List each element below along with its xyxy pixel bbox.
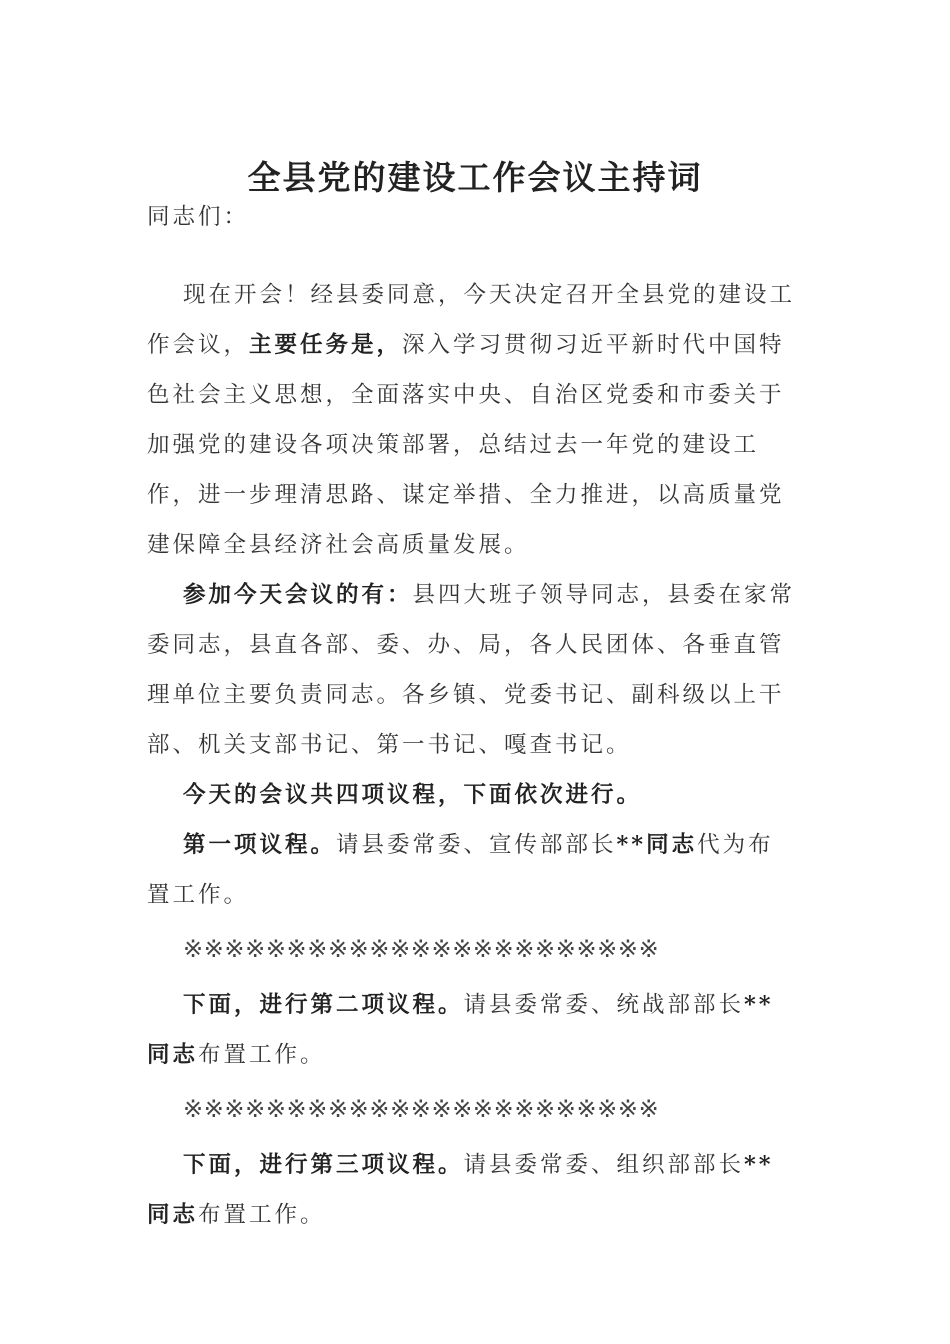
text: 代为布置工作。 — [147, 832, 774, 908]
salutation: 同志们： — [147, 204, 250, 230]
bold-text: 参加今天会议的有： — [183, 582, 413, 608]
paragraph — [147, 570, 799, 770]
text: 布置工作。 — [198, 1042, 326, 1068]
paragraph — [147, 270, 799, 570]
document-title: 全县党的建设工作会议主持词 — [247, 158, 703, 197]
bold-text: 下面，进行第二项议程。 — [183, 992, 464, 1018]
bold-text: 今天的会议共四项议程，下面依次进行。 — [183, 782, 643, 808]
text: 请县委常委、组织部部长 — [463, 1152, 745, 1178]
paragraphs — [147, 270, 799, 1240]
bold-text: 第一项议程。 — [183, 832, 337, 858]
paragraph — [147, 1140, 799, 1240]
text: 请县委常委、宣传部部长 — [336, 832, 617, 858]
paragraph — [147, 770, 799, 820]
text: 县四大班子领导同志，县委在家常委同志，县直各部、委、办、局，各人民团体、各垂直管理单位主要负责同志。各乡镇、党委书记、副科级以上干部、机关支部书记、第一书记、嘎查书记。 — [147, 582, 796, 758]
bold-text: **同志 — [147, 992, 774, 1068]
bold-text: **同志 — [616, 832, 698, 858]
text: 布置工作。 — [198, 1202, 326, 1228]
document-body — [147, 192, 799, 1240]
text: 现在开会！经县委同意，今天决定召开全县党的建设工作会议， — [147, 282, 796, 358]
paragraph — [147, 980, 799, 1080]
bold-text: 下面，进行第三项议程。 — [183, 1152, 464, 1178]
text: 深入学习贯彻习近平新时代中国特色社会主义思想，全面落实中央、自治区党委和市委关于加强党的建设各项决策部署，总结过去一年党的建设工作，进一步理清思路、谋定举措、全力推进，以高质量党建保障全县经济社会高质量发展。 — [147, 332, 785, 558]
bold-text: 主要任务是， — [249, 332, 403, 358]
section-separator: ※※※※※※※※※※※※※※※※※※※※※※※ — [183, 935, 660, 963]
text: 请县委常委、统战部部长 — [463, 992, 745, 1018]
paragraph — [147, 820, 799, 920]
bold-text: **同志 — [147, 1152, 774, 1228]
section-separator: ※※※※※※※※※※※※※※※※※※※※※※※ — [183, 1095, 660, 1123]
